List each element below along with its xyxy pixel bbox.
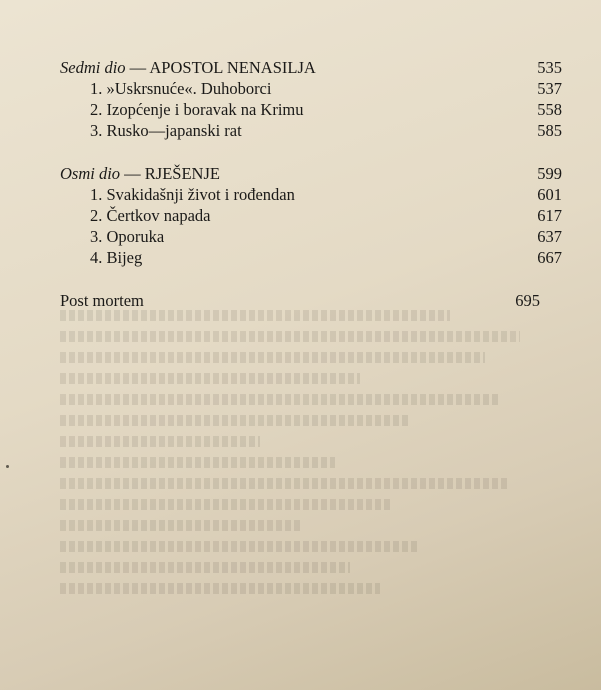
toc-entry: [60, 205, 564, 226]
page-number: 667: [537, 248, 562, 267]
part-prefix: Osmi dio: [60, 164, 121, 183]
entry-label: 2. Izopćenje i boravak na Krimu: [90, 100, 304, 119]
page-number: 599: [537, 164, 562, 183]
toc-entry: [60, 78, 564, 99]
toc-part-seven: [60, 57, 564, 78]
toc-entry: [60, 120, 564, 141]
table-of-contents: [60, 57, 564, 311]
part-dash: —: [124, 164, 141, 183]
entry-label: 2. Čertkov napada: [90, 206, 211, 225]
toc-post-mortem: [60, 290, 564, 311]
entry-label: 1. Svakidašnji život i rođendan: [90, 185, 295, 204]
page-number: 601: [537, 185, 562, 204]
part-prefix: Sedmi dio: [60, 58, 126, 77]
page-number: 695: [515, 291, 540, 310]
toc-entry: [60, 226, 564, 247]
toc-entry: [60, 184, 564, 205]
show-through-text: [60, 310, 560, 670]
page-number: 558: [537, 100, 562, 119]
entry-label: 3. Rusko—japanski rat: [90, 121, 242, 140]
entry-label: 1. »Uskrsnuće«. Duhoborci: [90, 79, 272, 98]
part-title: RJEŠENJE: [144, 164, 220, 183]
page-number: 617: [537, 206, 562, 225]
page-number: 535: [537, 58, 562, 77]
paper-speck: [6, 465, 9, 468]
entry-label: Post mortem: [60, 291, 144, 310]
page-number: 585: [537, 121, 562, 140]
entry-label: 3. Oporuka: [90, 227, 165, 246]
toc-entry: [60, 99, 564, 120]
part-dash: —: [129, 58, 147, 77]
page-number: 637: [537, 227, 562, 246]
toc-part-eight: [60, 163, 564, 184]
entry-label: 4. Bijeg: [90, 248, 143, 267]
toc-entry: [60, 247, 564, 268]
page-number: 537: [537, 79, 562, 98]
part-title: APOSTOL NENASILJA: [149, 58, 316, 77]
